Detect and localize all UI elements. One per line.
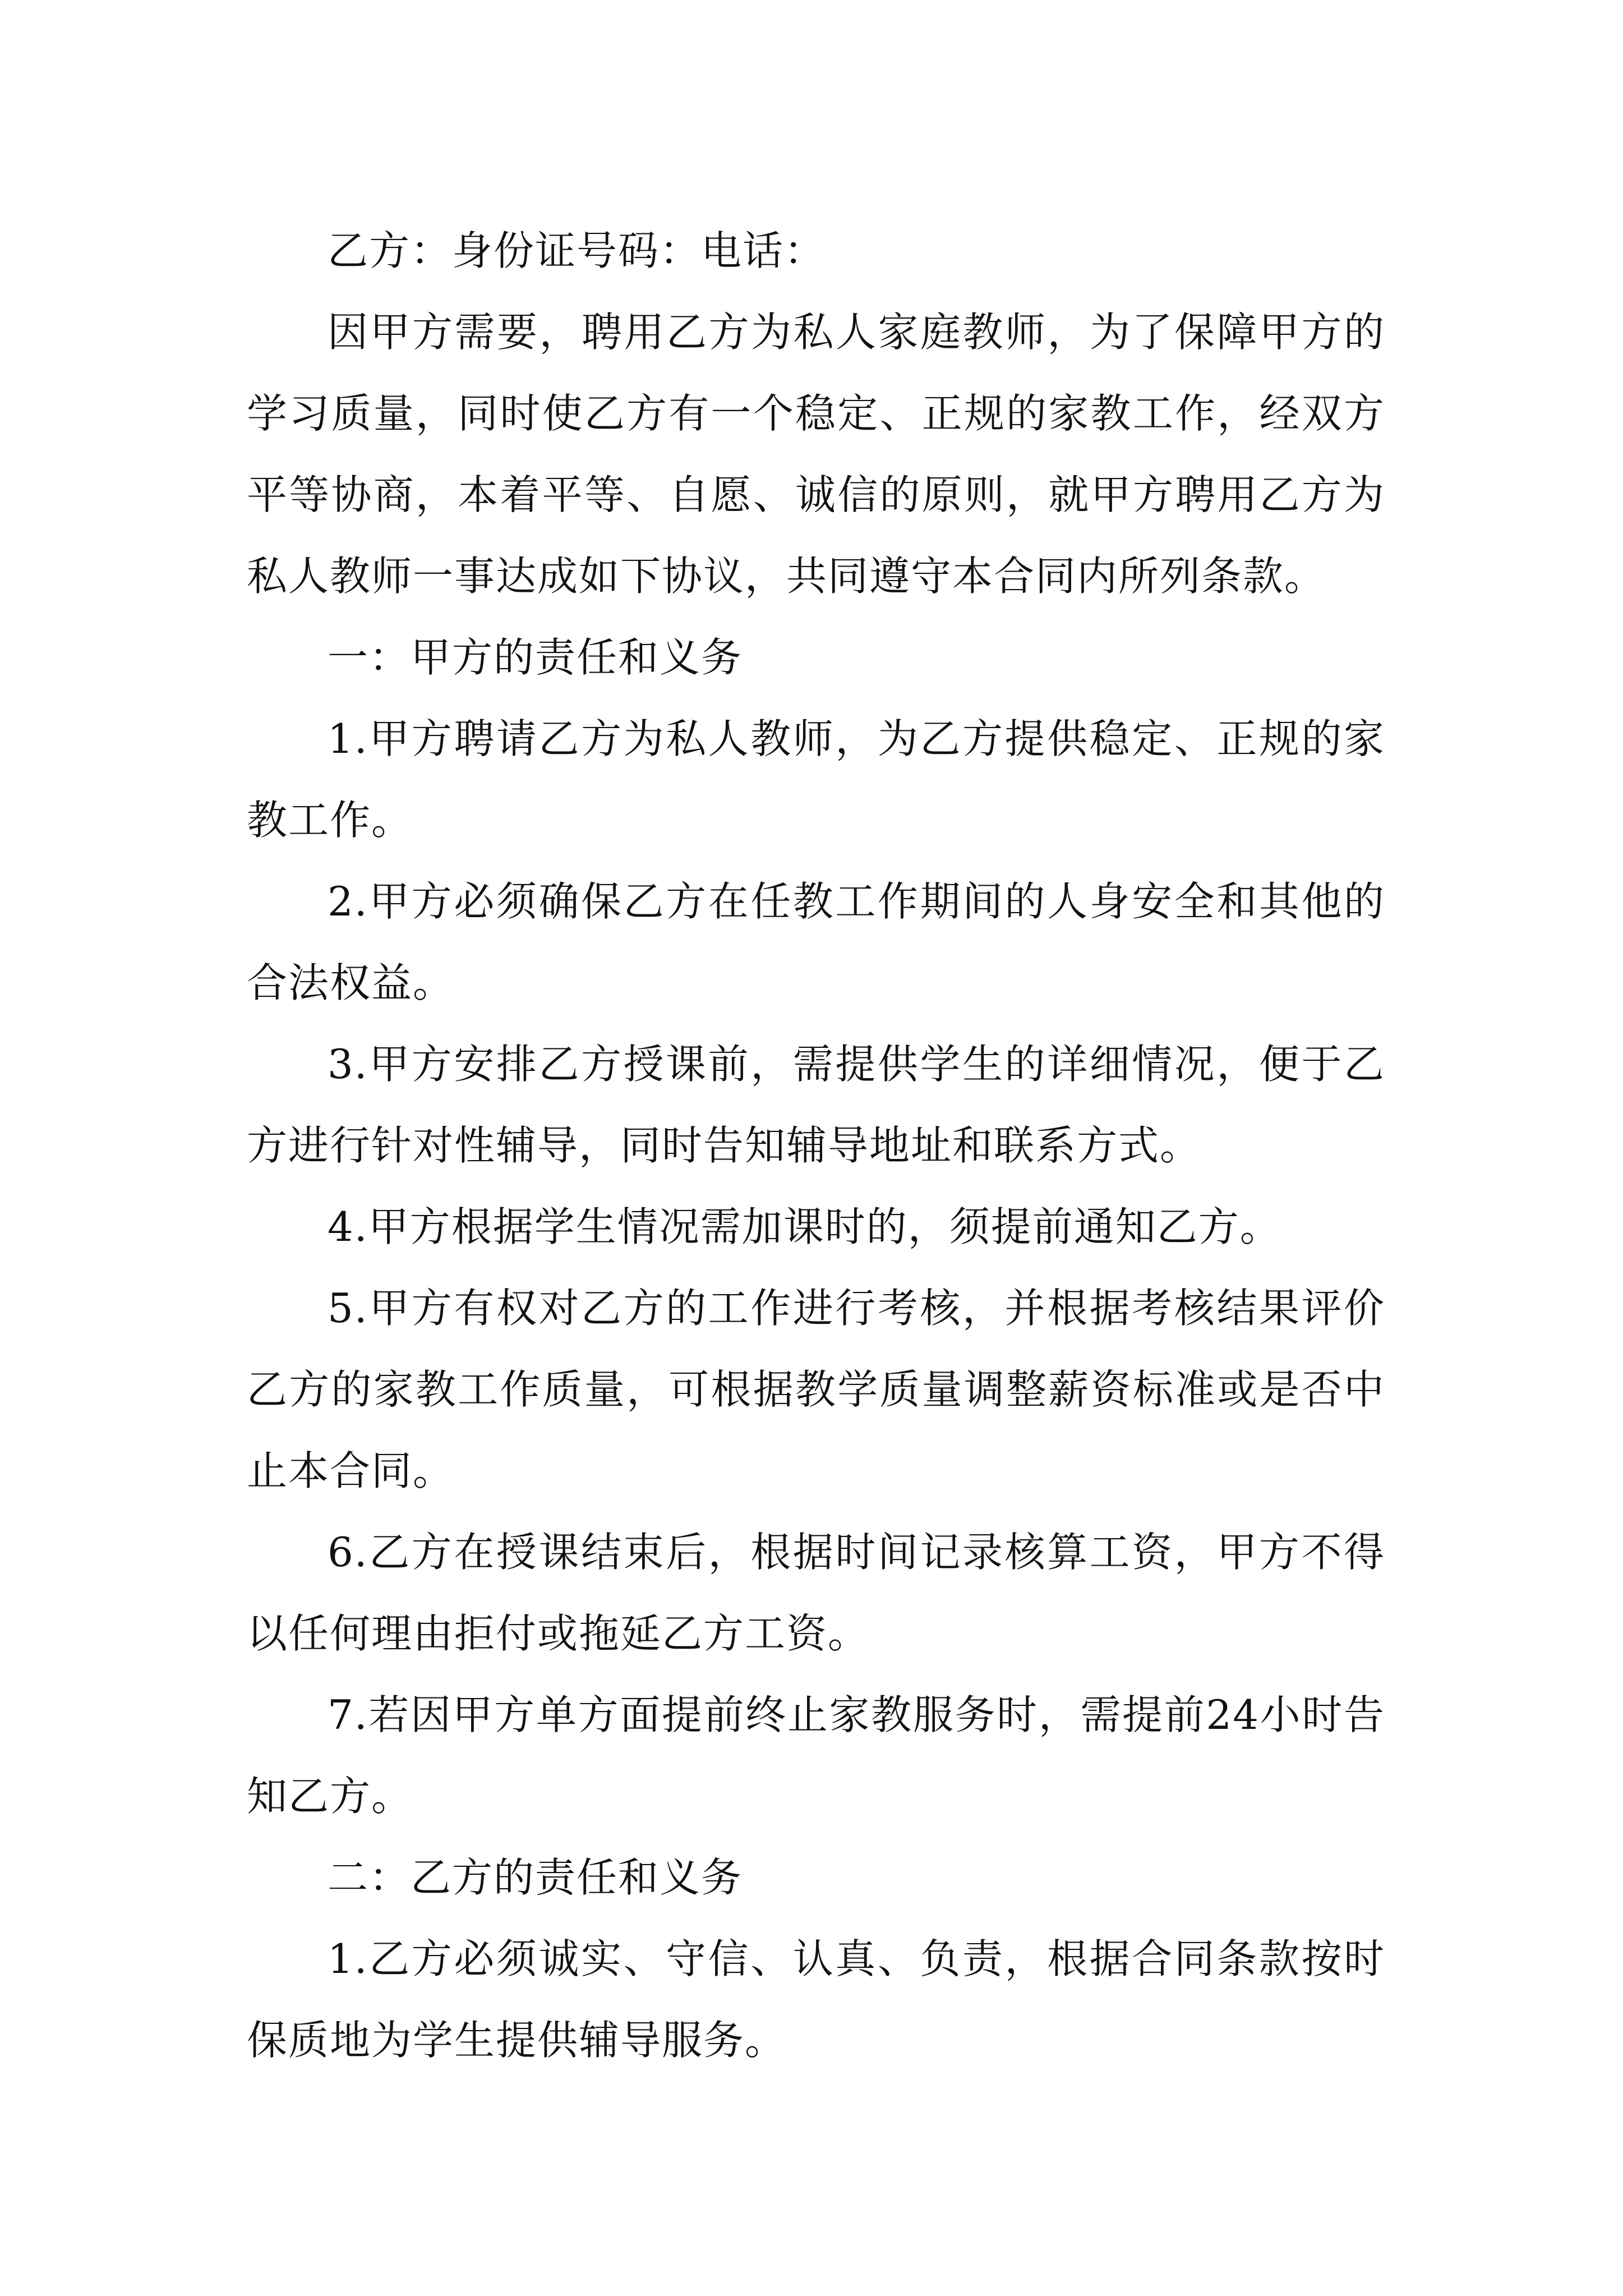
clause-a-2: 2.甲方必须确保乙方在任教工作期间的人身安全和其他的合法权益。 (247, 878, 1385, 1006)
clause-a-5: 5.甲方有权对乙方的工作进行考核，并根据考核结果评价乙方的家教工作质量，可根据教学质量调整薪资标准或是否中止本合同。 (247, 1285, 1385, 1494)
contract-body (247, 210, 1385, 2081)
clause-a-6: 6.乙方在授课结束后，根据时间记录核算工资，甲方不得以任何理由拒付或拖延乙方工资。 (247, 1529, 1385, 1657)
clause-a-4: 4.甲方根据学生情况需加课时的，须提前通知乙方。 (328, 1203, 1281, 1250)
section-heading-party-a: 一：甲方的责任和义务 (328, 634, 743, 681)
clause-a-7: 7.若因甲方单方面提前终止家教服务时，需提前24小时告知乙方。 (247, 1691, 1385, 1820)
preamble-paragraph: 因甲方需要，聘用乙方为私人家庭教师，为了保障甲方的学习质量，同时使乙方有一个稳定、正规的家教工作，经双方平等协商，本着平等、自愿、诚信的原则，就甲方聘用乙方为私人教师一事达成如下协议，共同遵守本合同内所列条款。 (247, 309, 1385, 600)
section-heading-party-b: 二：乙方的责任和义务 (328, 1854, 743, 1901)
party-b-info-line: 乙方：身份证号码：电话： (328, 227, 826, 274)
clause-a-3: 3.甲方安排乙方授课前，需提供学生的详细情况，便于乙方进行针对性辅导，同时告知辅导地址和联系方式。 (247, 1041, 1385, 1169)
clause-b-1: 1.乙方必须诚实、守信、认真、负责，根据合同条款按时保质地为学生提供辅导服务。 (247, 1935, 1385, 2064)
clause-a-1: 1.甲方聘请乙方为私人教师，为乙方提供稳定、正规的家教工作。 (247, 715, 1385, 844)
